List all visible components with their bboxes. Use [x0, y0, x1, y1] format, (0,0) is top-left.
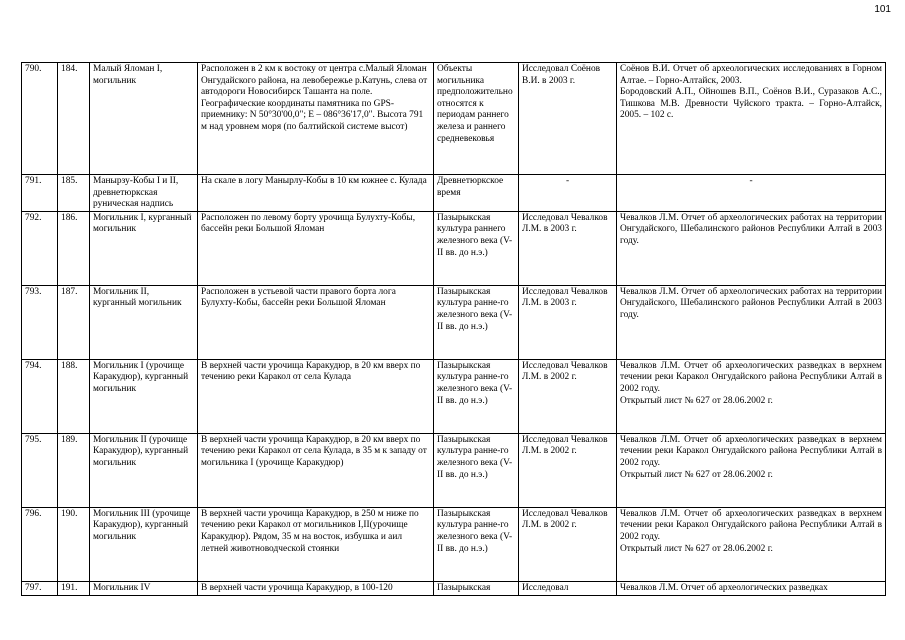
row-number-cell: 794.	[22, 359, 58, 433]
monument-name-cell: Малый Яломан I, могильник	[90, 63, 198, 175]
references-cell	[617, 211, 886, 285]
reference-entry: Соёнов В.И. Отчет об археологических исследованиях в Горном Алтае. – Горно-Алтайск, 2003.	[620, 64, 882, 86]
location-cell: В верхней части урочища Каракудюр, в 100-120	[198, 581, 434, 595]
location-cell: Расположен по левому борту урочища Булухту-Кобы, бассейн реки Большой Яломан	[198, 211, 434, 285]
table-body	[22, 63, 886, 596]
location-cell: В верхней части урочища Каракудюр, в 250 м ниже по течению реки Каракол от могильников I,II(урочище Каракудюр). Рядом, 35 м на восток, избушка и аил летней животноводческой стоянки	[198, 507, 434, 581]
dating-cell: Пазырыкская культура ранне-го железного века (V-II вв. до н.э.)	[434, 433, 519, 507]
table-row	[22, 359, 886, 433]
table-row	[22, 63, 886, 175]
research-cell: Исследовал Чевалков Л.М. в 2003 г.	[519, 285, 617, 359]
dating-cell: Пазырыкская культура ранне-го железного века (V-II вв. до н.э.)	[434, 507, 519, 581]
row-number-cell: 791.	[22, 175, 58, 212]
monument-name-cell: Могильник I, курганный могильник	[90, 211, 198, 285]
table-row	[22, 285, 886, 359]
row-number-cell: 797.	[22, 581, 58, 595]
reference-entry: Бородовский А.П., Ойношев В.П., Соёнов В.И., Суразаков А.С., Тишкова М.В. Древности Чуйского тракта. – Горно-Алтайск, 2005. – 102 с.	[620, 87, 882, 121]
dating-cell: Пазырыкская культура ранне-го железного века (V-II вв. до н.э.)	[434, 359, 519, 433]
reference-entry: Открытый лист № 627 от 28.06.2002 г.	[620, 469, 773, 480]
row-number-cell: 792.	[22, 211, 58, 285]
location-cell: На скале в логу Манырлу-Кобы в 10 км южнее с. Кулада	[198, 175, 434, 212]
references-cell	[617, 63, 886, 175]
references-cell	[617, 285, 886, 359]
row-number-cell: 796.	[22, 507, 58, 581]
research-cell: Исследовал Чевалков Л.М. в 2002 г.	[519, 359, 617, 433]
research-cell: Исследовал	[519, 581, 617, 595]
references-cell	[617, 581, 886, 595]
references-cell	[617, 175, 886, 212]
reference-entry: Открытый лист № 627 от 28.06.2002 г.	[620, 395, 773, 406]
row-number-cell: 795.	[22, 433, 58, 507]
reference-entry: Чевалков Л.М. Отчет об археологических разведках в верхнем течении реки Каракол Онгудайского района Республики Алтай в 2002 году.	[620, 434, 882, 468]
location-cell: В верхней части урочища Каракудюр, в 20 км вверх по течению реки Каракол от села Кулада	[198, 359, 434, 433]
location-cell: Расположен в 2 км к востоку от центра с.Малый Яломан Онгудайского района, на левобережье р.Катунь, слева от автодороги Новосибирск Ташанта на поле. Географические координаты памятника по GPS-приемнику: N 50°30'00,0"; Е – 086°36'17,0". Высота 791 м над уровнем моря (по балтийской системе высот)	[198, 63, 434, 175]
reference-entry: Чевалков Л.М. Отчет об археологических разведках	[620, 582, 828, 593]
references-cell	[617, 433, 886, 507]
dating-cell: Пазырыкская культура ранне-го железного века (V-II вв. до н.э.)	[434, 285, 519, 359]
location-cell: Расположен в устьевой части правого борта лога Булухту-Кобы, бассейн реки Большой Яломан	[198, 285, 434, 359]
research-cell: Исследовал Чевалков Л.М. в 2002 г.	[519, 433, 617, 507]
dating-cell: Пазырыкская	[434, 581, 519, 595]
table-row	[22, 581, 886, 595]
row-number-cell: 793.	[22, 285, 58, 359]
reference-entry: Чевалков Л.М. Отчет об археологических разведках в верхнем течении реки Каракол Онгудайского района Республики Алтай в 2002 году.	[620, 360, 882, 394]
reference-entry: Чевалков Л.М. Отчет об археологических разведках в верхнем течении реки Каракол Онгудайского района Республики Алтай в 2002 году.	[620, 508, 882, 542]
table-row	[22, 433, 886, 507]
local-number-cell: 191.	[58, 581, 90, 595]
table-row	[22, 211, 886, 285]
local-number-cell: 190.	[58, 507, 90, 581]
reference-entry: Чевалков Л.М. Отчет об археологических работах на территории Онгудайского, Шебалинского районов Республики Алтай в 2003 году.	[620, 286, 882, 320]
research-cell: -	[519, 175, 617, 212]
references-cell	[617, 507, 886, 581]
table-row	[22, 175, 886, 212]
reference-entry: -	[749, 176, 753, 186]
monuments-table	[21, 62, 886, 596]
row-number-cell: 790.	[22, 63, 58, 175]
monument-name-cell: Могильник II, курганный могильник	[90, 285, 198, 359]
local-number-cell: 189.	[58, 433, 90, 507]
reference-entry: Чевалков Л.М. Отчет об археологических работах на территории Онгудайского, Шебалинского районов Республики Алтай в 2003 году.	[620, 212, 882, 246]
location-cell: В верхней части урочища Каракудюр, в 20 км вверх по течению реки Каракол от села Кулада, в 35 м к западу от могильника I (урочище Каракудюр)	[198, 433, 434, 507]
reference-entry: Открытый лист № 627 от 28.06.2002 г.	[620, 543, 773, 554]
monument-name-cell: Могильник I (урочище Каракудюр), курганный могильник	[90, 359, 198, 433]
monument-name-cell: Могильник IV	[90, 581, 198, 595]
page-number: 101	[874, 4, 891, 15]
monument-name-cell: Могильник II (урочище Каракудюр), курганный могильник	[90, 433, 198, 507]
local-number-cell: 185.	[58, 175, 90, 212]
dating-cell: Пазырыкская культура раннего железного века (V-II вв. до н.э.)	[434, 211, 519, 285]
research-cell: Исследовал Чевалков Л.М. в 2002 г.	[519, 507, 617, 581]
local-number-cell: 186.	[58, 211, 90, 285]
dating-cell: Древнетюркское время	[434, 175, 519, 212]
research-cell: Исследовал Чевалков Л.М. в 2003 г.	[519, 211, 617, 285]
local-number-cell: 184.	[58, 63, 90, 175]
monument-name-cell: Манырзу-Кобы I и II, древнетюркская руническая надпись	[90, 175, 198, 212]
table-row	[22, 507, 886, 581]
local-number-cell: 187.	[58, 285, 90, 359]
local-number-cell: 188.	[58, 359, 90, 433]
references-cell	[617, 359, 886, 433]
monument-name-cell: Могильник III (урочище Каракудюр), курганный могильник	[90, 507, 198, 581]
dating-cell: Объекты могильника предположительно относятся к периодам раннего железа и раннего средневековья	[434, 63, 519, 175]
research-cell: Исследовал Соёнов В.И. в 2003 г.	[519, 63, 617, 175]
